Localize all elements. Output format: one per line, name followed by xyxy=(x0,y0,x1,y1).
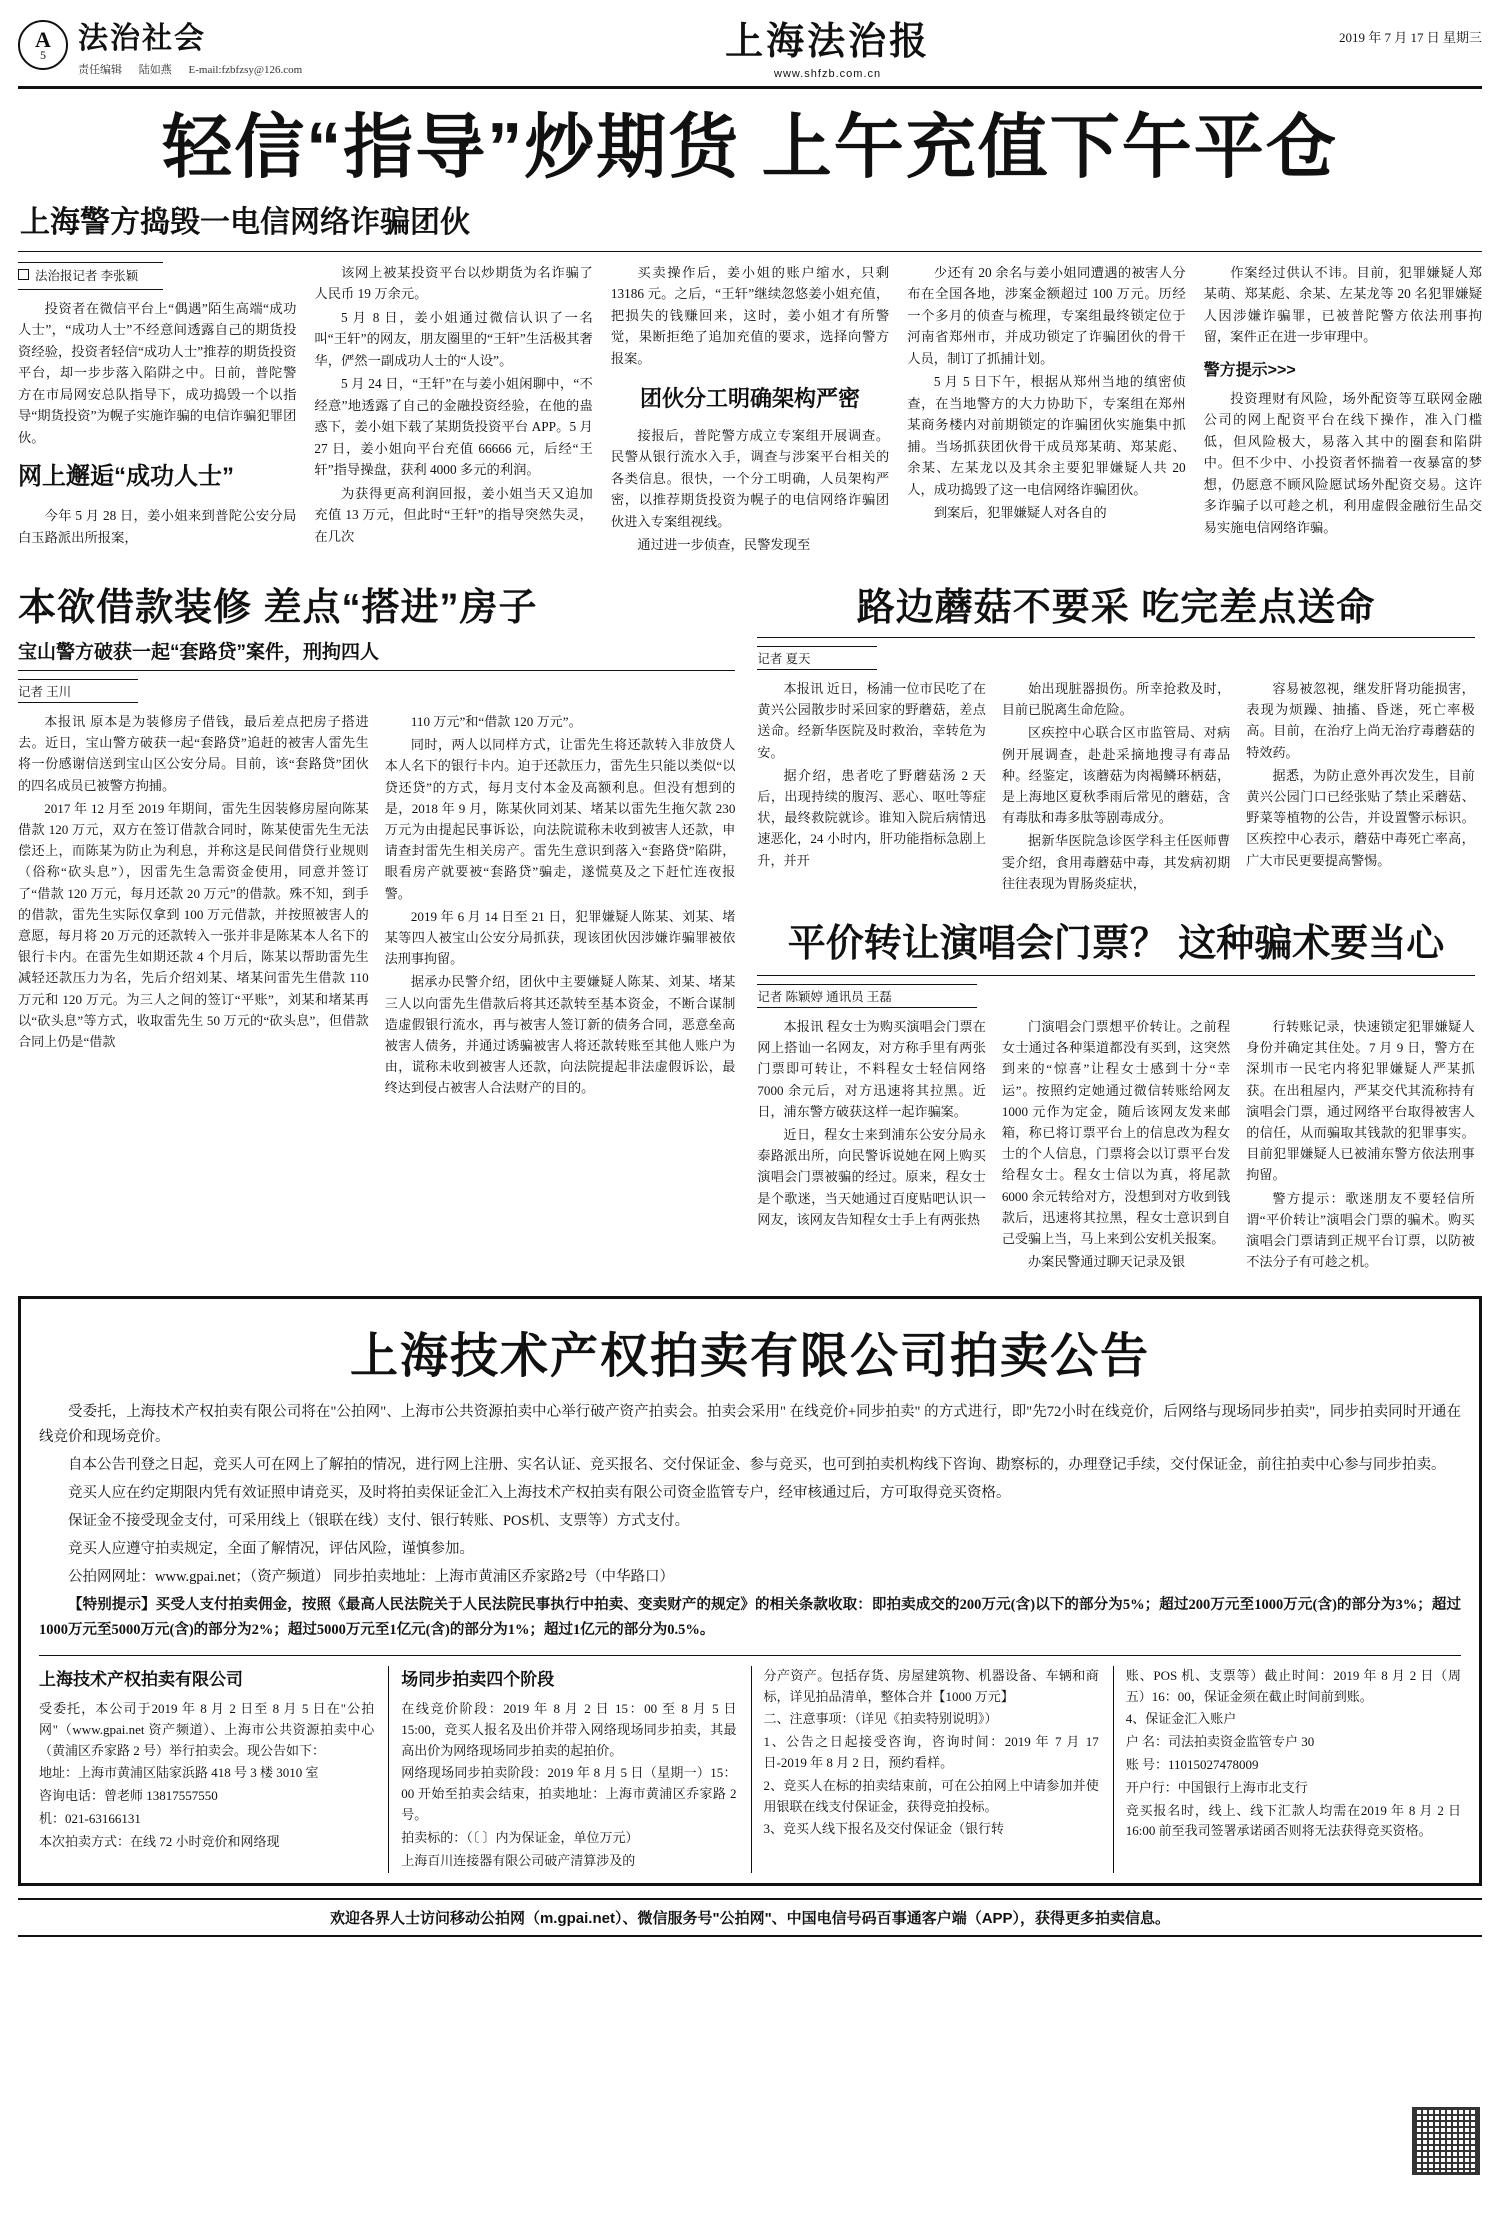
paragraph: 在线竞价阶段：2019 年 8 月 2 日 15：00 至 8 月 5 日 15:00，竞买人报名及出价并带入网络现场同步拍卖，其最高出价为网络现场同步拍卖的起拍价。 xyxy=(401,1701,737,1758)
paragraph: 容易被忽视，继发肝肾功能损害，表现为烦躁、抽搐、昏迷，死亡率极高。目前，在治疗上尚无治疗毒蘑菇的特效药。 xyxy=(1246,680,1475,760)
paragraph: 为获得更高利润回报，姜小姐当天又追加充值 13 万元，但此时“王轩”的指导突然失灵，在几次 xyxy=(314,485,593,544)
lead-column-3 xyxy=(611,262,889,558)
paragraph: 竞买人应遵守拍卖规定，全面了解情况，评估风险，谨慎参加。 xyxy=(68,1541,474,1558)
auction-detail-columns xyxy=(39,1655,1461,1874)
auction-column-2 xyxy=(388,1666,736,1874)
paragraph: 网络现场同步拍卖阶段：2019 年 8 月 5 日（星期一）15：00 开始至拍卖会结束，拍卖地址：上海市黄浦区乔家路 2 号。 xyxy=(401,1765,737,1823)
rule-divider xyxy=(757,637,1474,638)
paragraph: 2019 年 6 月 14 日至 21 日，犯罪嫌疑人陈某、刘某、堵某等四人被宝山公安分局抓获，现该团伙因涉嫌诈骗罪被依法刑事拘留。 xyxy=(384,908,736,967)
auction-body xyxy=(39,1400,1461,1642)
paragraph: 5 月 24 日，“王轩”在与姜小姐闲聊中，“不经意”地透露了自己的金融投资经验，在他的蛊惑下，姜小姐下载了某期货投资平台 APP。5 月 27 日，姜小姐向平台充值 66666 元，后经“王轩”指导操盘，获利 4000 多元的利润。 xyxy=(314,376,593,478)
story-loan-column-2 xyxy=(385,711,736,1101)
paragraph: 接报后，普陀警方成立专案组开展调查。民警从银行流水入手，调查与涉案平台相关的各类信息。很快，一个分工明确，人员架构严密，以推荐期货投资为幌子的电信网络诈骗团伙进入专案组视线。 xyxy=(610,427,890,529)
paragraph: 本报讯 近日，杨浦一位市民吃了在黄兴公园散步时采回家的野蘑菇，差点送命。经新华医院及时救治，幸转危为安。 xyxy=(757,680,986,760)
paragraph: 保证金不接受现金支付，可采用线上（银联在线）支付、银行转账、POS机、支票等）方式支付。 xyxy=(68,1513,690,1530)
rule-divider xyxy=(18,670,735,671)
rule-divider xyxy=(18,251,1482,252)
story-concert-ticket xyxy=(757,912,1474,1274)
paragraph: 行转账记录，快速锁定犯罪嫌疑人身份并确定其住处。7 月 9 日，警方在深圳市一民宅内将犯罪嫌疑人严某抓获。在出租屋内，严某交代其流称持有演唱会门票，通过网络平台取得被害人的信任，从而骗取其钱款的犯罪事实。目前犯罪嫌疑人已被浦东警方依法刑事拘留。 xyxy=(1246,1019,1475,1183)
auction-notice xyxy=(18,1296,1482,1886)
section-title: 法治社会 xyxy=(78,22,206,55)
story-ticket-byline xyxy=(757,984,977,1008)
paragraph: 警方提示：歌迷朋友不要轻信所谓“平价转让”演唱会门票的骗术。购买演唱会门票请到正规平台订票，以防被不法分子有可趁之机。 xyxy=(1246,1190,1475,1270)
paragraph: 到案后，犯罪嫌疑人对各自的 xyxy=(933,505,1107,521)
section-meta xyxy=(78,61,316,77)
paper-name: 上海法治报 xyxy=(725,21,931,63)
section-block xyxy=(78,13,316,77)
paragraph: 3、竞买人线下报名及交付保证金（银行转 xyxy=(763,1821,1005,1837)
paragraph: 本报讯 程女士为购买演唱会门票在网上搭讪一名网友，对方称手里有两张门票即可转让，不料程女士轻信网络 7000 余元后，对方迅速将其拉黑。近日，浦东警方破获这样一起诈骗案。 xyxy=(757,1019,986,1119)
paragraph: 区疾控中心联合区市监管局、对病例开展调查，赴赴采摘地搜寻有毒品种。经鉴定，该蘑菇为肉褐鳞环柄菇，是上海地区夏秋季雨后常见的蘑菇，含有毒肽和毒多肽等剧毒成分。 xyxy=(1001,725,1231,826)
editor-email: E-mail:fzbfzsy@126.com xyxy=(188,64,303,76)
auction-phase-heading: 场同步拍卖四个阶段 xyxy=(401,1669,555,1689)
paragraph: 竞买报名时，线上、线下汇款人均需在2019 年 8 月 2 日 16:00 前至我司签署承诺函否则将无法获得竞买资格。 xyxy=(1125,1802,1461,1839)
paragraph: 账 号：11015027478009 xyxy=(1125,1757,1259,1773)
paragraph: 4、保证金汇入账户 xyxy=(1125,1711,1237,1727)
paragraph: 本次拍卖方式：在线 72 小时竞价和网络现 xyxy=(39,1833,280,1849)
lead-column-5 xyxy=(1204,262,1482,558)
paragraph: 据介绍，患者吃了野蘑菇汤 2 天后，出现持续的腹泻、恶心、呕吐等症状，最终救院就诊。谁知入院后病情迅速恶化，24 小时内，肝功能指标急剧上升，并开 xyxy=(757,767,986,868)
paragraph: 户 名：司法拍卖资金监管专户 30 xyxy=(1125,1734,1315,1750)
bullet-square-icon xyxy=(18,269,29,280)
story-loan-headline: 本欲借款装修 差点“搭进”房子 xyxy=(18,586,538,629)
paper-title-wrap xyxy=(316,10,1339,80)
qr-code-icon[interactable] xyxy=(1412,2107,1480,2175)
paragraph: 拍卖标的：（〔 〕内为保证金，单位万元） xyxy=(401,1829,639,1845)
story-ticket-column-3 xyxy=(1246,1016,1474,1274)
story-loan-column-1 xyxy=(18,711,369,1101)
paragraph: 5 月 8 日，姜小姐通过微信认识了一名叫“王轩”的网友，朋友圈里的“王轩”生活极其奢华，俨然一副成功人士的“人设”。 xyxy=(314,309,593,368)
paragraph: 竞买人应在约定期限内凭有效证照申请竞买，及时将拍卖保证金汇入上海技术产权拍卖有限公司资金监管专户，经审核通过后，方可取得竞买资格。 xyxy=(68,1485,1011,1502)
lead-subsection-heading-1: 网上邂逅“成功人士” xyxy=(18,463,234,491)
lead-headline: 轻信“指导”炒期货 上午充值下午平仓 xyxy=(162,108,1338,186)
page-number: 5 xyxy=(40,48,46,62)
paragraph: 机：021-63166131 xyxy=(39,1811,141,1827)
editor-name: 陆如燕 xyxy=(138,64,172,76)
story-ticket-columns xyxy=(757,1016,1474,1274)
paragraph: 作案经过供认不讳。目前，犯罪嫌疑人郑某萌、郑某彪、余某、左某龙等 20 名犯罪嫌疑人因涉嫌诈骗罪，已被普陀警方依法刑事拘留，案件正在进一步审理中。 xyxy=(1203,264,1483,345)
editor-label: 责任编辑 xyxy=(78,64,122,76)
paragraph: 受委托，上海技术产权拍卖有限公司将在"公拍网"、上海市公共资源拍卖中心举行破产资产拍卖会。拍卖会采用" 在线竞价+同步拍卖" 的方式进行，即"先72小时在线竞价，后网络与现场同步拍卖"，同步拍卖同时开通在线竞价和现场竞价。 xyxy=(39,1404,1461,1446)
story-mushroom-column-1 xyxy=(757,678,985,896)
story-mushroom-columns xyxy=(757,678,1474,896)
story-mushroom-column-3 xyxy=(1246,678,1474,896)
byline-text: 记者 王川 xyxy=(18,684,72,699)
paragraph: 1、公告之日起接受咨询，咨询时间：2019 年 7 月 17 日-2019 年 8 月 2 日，预约看样。 xyxy=(763,1734,1099,1771)
rule-divider xyxy=(757,975,1474,976)
paragraph: 少还有 20 余名与姜小姐同遭遇的被害人分布在全国各地，涉案金额超过 100 万元。历经一个多月的侦查与梳理，专案组最终锁定位于河南省郑州市，并成功锁定了诈骗团伙的骨干人员，制订了抓捕计划。 xyxy=(907,264,1186,366)
story-ticket-column-2 xyxy=(1002,1016,1230,1274)
paragraph: 据悉，为防止意外再次发生，目前黄兴公园门口已经张贴了禁止采蘑菇、野菜等植物的公告，并设置警示标识。区疾控中心表示，蘑菇中毒死亡率高，广大市民更要提高警惕。 xyxy=(1246,767,1475,868)
paragraph: 办案民警通过聊天记录及银 xyxy=(1028,1254,1186,1270)
paragraph: 受委托，本公司于2019 年 8 月 2 日至 8 月 5 日在"公拍网"（www.gpai.net 资产频道）、上海市公共资源拍卖中心（黄浦区乔家路 2 号）举行拍卖会。现公告如下： xyxy=(39,1701,375,1758)
auction-website-line[interactable]: 公拍网网址：www.gpai.net；（资产频道） 同步拍卖地址：上海市黄浦区乔家路2号（中华路口） xyxy=(68,1569,675,1586)
story-mushroom-byline xyxy=(757,646,877,670)
paragraph: 通过进一步侦查，民警发现至 xyxy=(637,537,811,553)
paragraph: 投资者在微信平台上“偶遇”陌生高端“成功人士”，“成功人士”不经意间透露自己的期货投资经验，投资者轻信“成功人士”推荐的期货投资平台，却一步步落入陷阱之中。日前，普陀警方在市局网安总队指导下，成功捣毁一个以指导“期货投资”为幌子实施诈骗的电信诈骗犯罪团伙。 xyxy=(18,300,297,445)
paragraph: 地址：上海市黄浦区陆家浜路 418 号 3 楼 3010 室 xyxy=(39,1765,319,1781)
issue-date: 2019 年 7 月 17 日 星期三 xyxy=(1338,29,1482,45)
paragraph: 5 月 5 日下午，根据从郑州当地的缜密侦查，在当地警方的大力协助下，专案组在郑州某商务楼内对前期锁定的诈骗团伙实施集中抓捕。当场抓获团伙骨干成员郑某萌、郑某彪、余某、左某龙以及其余主要犯罪嫌疑人共 20 人，成功捣毁了这一电信网络诈骗团伙。 xyxy=(907,374,1186,497)
page-footer: 欢迎各界人士访问移动公拍网（m.gpai.net）、微信服务号"公拍网"、中国电信号码百事通客户端（APP），获得更多拍卖信息。 xyxy=(18,1898,1482,1937)
paragraph: 近日，程女士来到浦东公安分局永泰路派出所，向民警诉说她在网上购买演唱会门票被骗的经过。原来，程女士是个歌迷，当天她通过百度贴吧认识一网友，该网友告知程女士手上有两张热 xyxy=(757,1127,986,1227)
paragraph: 咨询电话：曾老师 13817557550 xyxy=(39,1788,218,1804)
story-loan-subheadline: 宝山警方破获一起“套路贷”案件，刑拘四人 xyxy=(18,641,380,663)
lead-subsection-heading-2: 团伙分工明确架构严密 xyxy=(640,386,861,412)
story-mushroom xyxy=(757,576,1474,1274)
paragraph: 据新华医院急诊医学科主任医师曹雯介绍，食用毒蘑菇中毒，其发病初期往往表现为胃肠炎症状， xyxy=(1001,833,1231,891)
auction-title: 上海技术产权拍卖有限公司拍卖公告 xyxy=(349,1330,1150,1384)
story-ticket-headline: 平价转让演唱会门票？ 这种骗术要当心 xyxy=(787,923,1445,965)
lead-columns xyxy=(18,262,1482,558)
paragraph: 账、POS 机、支票等）截止时间：2019 年 8 月 2 日（周五）16：00，保证金须在截止时间前到账。 xyxy=(1125,1667,1461,1704)
story-loan-columns xyxy=(18,711,735,1101)
story-mushroom-column-2 xyxy=(1002,678,1230,896)
paragraph: 110 万元”和“借款 120 万元”。 xyxy=(410,713,582,729)
lead-column-4 xyxy=(907,262,1185,558)
byline-text: 记者 陈颖婷 通讯员 王磊 xyxy=(757,990,892,1004)
paragraph: 门演唱会门票想平价转让。之前程女士通过各种渠道都没有买到，这突然到来的“惊喜”让程女士感到十分“幸运”。按照约定她通过微信转账给网友 1000 元作为定金，随后该网友发来邮箱，称已将订票平台上的信息改为程女士的个人信息，门票将会以订票平台发给程女士。程女士信以为真，将尾款 6000 余元转给对方，没想到对方收到钱款后，迅速将其拉黑，程女士意识到自己受骗上当，马上来到公安机关报案。 xyxy=(1001,1019,1231,1247)
paragraph: 分产资产。包括存货、房屋建筑物、机器设备、车辆和商标，详见拍品清单，整体合并【1000 万元】 xyxy=(763,1667,1099,1704)
paragraph: 今年 5 月 28 日，姜小姐来到普陀公安分局白玉路派出所报案， xyxy=(18,508,297,545)
paragraph: 始出现脏器损伤。所幸抢救及时，目前已脱离生命危险。 xyxy=(1001,680,1231,718)
paragraph: 开户行：中国银行上海市北支行 xyxy=(1125,1779,1308,1795)
paragraph: 买卖操作后，姜小姐的账户缩水，只剩 13186 元。之后，“王轩”继续忽悠姜小姐充值，把损失的钱赚回来，这时，姜小姐才有所警觉，果断拒绝了追加充值的要求，选择向警方报案。 xyxy=(610,264,890,366)
auction-column-1 xyxy=(39,1666,374,1874)
masthead xyxy=(18,0,1482,89)
story-ticket-column-1 xyxy=(757,1016,985,1274)
byline-text: 法治报记者 李张颖 xyxy=(35,268,139,283)
paragraph: 该网上被某投资平台以炒期货为名诈骗了人民币 19 万余元。 xyxy=(314,264,593,302)
paragraph: 本报讯 原本是为装修房子借钱，最后差点把房子搭进去。近日，宝山警方破获一起“套路贷”追赶的被害人雷先生将一份感谢信送到宝山区公安分局。目前，该“套路贷”团伙的四名成员已被警方拘捕。 xyxy=(18,713,369,793)
auction-column-3 xyxy=(751,1666,1099,1874)
story-loan-byline xyxy=(18,679,138,703)
lead-column-2 xyxy=(314,262,592,558)
story-loan-scam xyxy=(18,576,735,1274)
page-number-badge xyxy=(18,20,68,70)
police-tip-heading: 警方提示>>> xyxy=(1203,361,1296,379)
paragraph: 2、竞买人在标的拍卖结束前，可在公拍网上中请参加并使用银联在线支付保证金，获得竞拍投标。 xyxy=(763,1777,1099,1814)
auction-company-name: 上海技术产权拍卖有限公司 xyxy=(39,1669,243,1689)
paragraph: 投资理财有风险，场外配资等互联网金融公司的网上配资平台在线下操作，准入门槛低，但风险极大，易落入其中的圈套和陷阱中。但不少中、小投资者怀揣着一夜暴富的梦想，仍愿意不顾风险愿试场外配资交易。这许多诈骗子以可趁之机，利用虚假金融衍生品交易实施电信网络诈骗。 xyxy=(1203,390,1483,535)
paper-website[interactable]: www.shfzb.com.cn xyxy=(774,68,882,80)
paragraph: 上海百川连接器有限公司破产清算涉及的 xyxy=(401,1852,636,1868)
lead-subheadline: 上海警方捣毁一电信网络诈骗团伙 xyxy=(20,205,470,239)
auction-special-notice: 【特别提示】买受人支付拍卖佣金，按照《最高人民法院关于人民法院民事执行中拍卖、变卖财产的规定》的相关条款收取：即拍卖成交的200万元(含)以下的部分为5%；超过200万元至1000万元(含)的部分为3%；超过1000万元至5000万元(含)的部分为2%；超过5000万元至1亿元(含)的部分为1%；超过1亿元的部分为0.5%。 xyxy=(39,1597,1461,1638)
paragraph: 同时，两人以同样方式，让雷先生将还款转入非放贷人本人名下的银行卡内。迫于还款压力，雷先生只能以类似“以贷还贷”的方式，每月支付本金及高额利息。但没有想到的是，2018 年 9 月，陈某伙同刘某、堵某以雷先生拖欠款 230 万元为由提起民事诉讼，向法院谎称未收到被害人还款，申请查封雷先生相关房产。雷先生意识到落入“套路贷”陷阱，眼看房产就要被“套路贷”骗走，遂慌莫及之下赶忙连夜报警。 xyxy=(384,737,736,901)
paragraph: 据承办民警介绍，团伙中主要嫌疑人陈某、刘某、堵某三人以向雷先生借款后将其还款转至基本资金，不断合谋制造虚假银行流水，再与被害人签订新的债务合同，恶意垒高被害人债务，并通过诱骗被害人将还款转账至其他人账户为由，谎称未收到被害人还款，向法院提起非法虚假诉讼，最终达到侵占被害人合法财产的目的。 xyxy=(384,974,736,1096)
byline-text: 记者 夏天 xyxy=(757,651,811,666)
paragraph: 二、注意事项：（详见《拍卖特别说明》） xyxy=(763,1711,998,1727)
lead-column-1 xyxy=(18,262,296,558)
auction-column-4 xyxy=(1113,1666,1461,1874)
story-mushroom-headline: 路边蘑菇不要采 吃完差点送命 xyxy=(856,586,1376,629)
page-letter: A xyxy=(35,27,51,52)
secondary-stories xyxy=(18,576,1482,1274)
paragraph: 自本公告刊登之日起，竞买人可在网上了解拍的情况，进行网上注册、实名认证、竞买报名、交付保证金、参与竞买，也可到拍卖机构线下咨询、勘察标的，办理登记手续，交付保证金，前往拍卖中心参与同步拍卖。 xyxy=(68,1457,1446,1474)
paragraph: 2017 年 12 月至 2019 年期间，雷先生因装修房屋向陈某借款 120 万元，双方在签订借款合同时，陈某使雷先生无法偿还上，而陈某为防止为利息，并称这是民间借贷行业规则（俗称“砍头息”），因雷先生急需资金使用，同意并签订了“借款 120 万元，每月还款 20 万元”的借款。殊不知，到手的借款，雷先生实际仅拿到 100 万元借款，并按照被害人的意愿，每月将 20 万元的还款转入一张并非是陈某本人名下的银行卡内。在雷先生如期还款 4 个月后，陈某以帮助雷先生减轻还款压力为名，先后介绍刘某、堵某问雷先生借款 110 万元和 120 万元。为三人之间的签订“平账”，刘某和堵某再以“砍头息”等方式，收取雷先生 50 万元的“砍头息”，但借款合同上仍是“借款 xyxy=(18,800,369,1050)
lead-byline xyxy=(18,262,163,290)
